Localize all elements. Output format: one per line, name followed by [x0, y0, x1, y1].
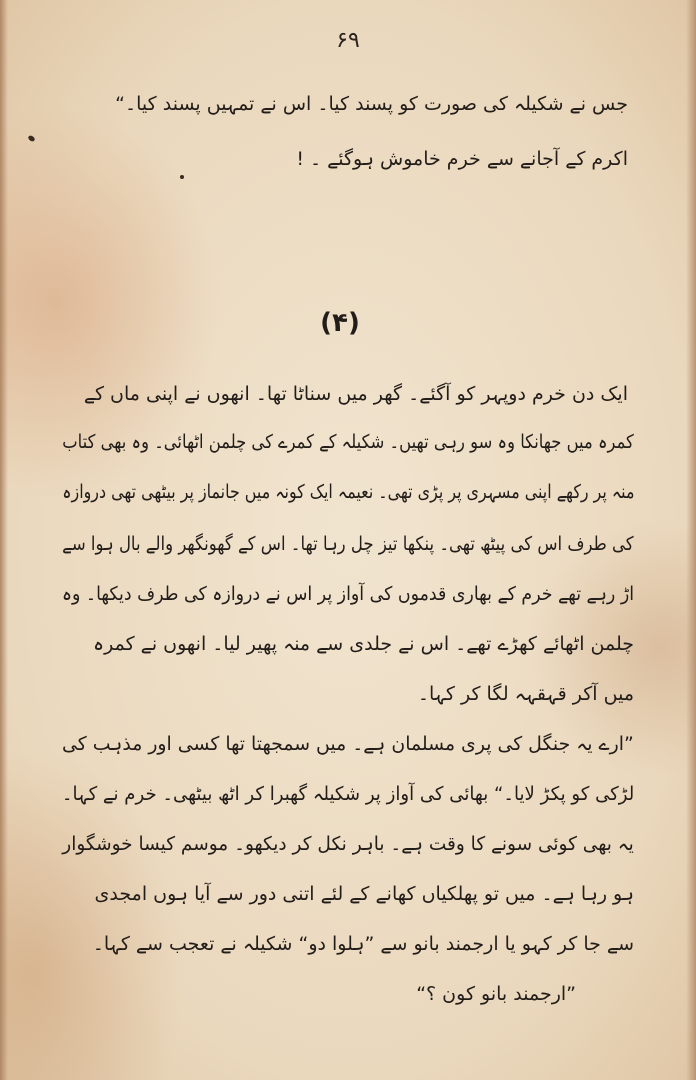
top-line-1: جس نے شکیلہ کی صورت کو پسند کیا۔ اس نے تمہیں پسند کیا۔“ — [115, 93, 628, 115]
top-line-2: اکرم کے آجانے سے خرم خاموش ہوگئے ۔ ! — [296, 148, 628, 170]
body-line-5: اڑ رہے تھے خرم کے بھاری قدموں کی آواز پر اس نے دروازہ کی طرف دیکھا۔ وہ — [61, 583, 634, 605]
body-line-9: لڑکی کو پکڑ لایا۔“ بھائی کی آواز پر شکیلہ گھبرا کر اٹھ بیٹھی۔ خرم نے کہا۔ — [61, 783, 634, 805]
body-line-12: سے جا کر کہو یا ارجمند بانو سے ”ہلوا دو“ شکیلہ نے تعجب سے کہا۔ — [92, 933, 634, 955]
body-line-8: ”ارے یہ جنگل کی پری مسلمان ہے۔ میں سمجھتا تھا کسی اور مذہب کی — [62, 733, 634, 755]
body-line-3: منہ پر رکھے اپنی مسہری پر پڑی تھی۔ نعیمہ ایک کونہ میں جانماز پر بیٹھی تھی دروازہ — [61, 481, 634, 503]
page-edge-right — [686, 0, 696, 1080]
body-line-6: چلمن اٹھائے کھڑے تھے۔ اس نے جلدی سے منہ پھیر لیا۔ انھوں نے کمرہ — [93, 633, 634, 655]
ink-speck — [27, 134, 36, 142]
section-heading: (۴) — [320, 308, 360, 338]
body-line-10: یہ بھی کوئی سونے کا وقت ہے۔ باہر نکل کر دیکھو۔ موسم کیسا خوشگوار — [62, 833, 634, 855]
page-edge-left — [0, 0, 8, 1080]
body-line-4: کی طرف اس کی پیٹھ تھی۔ پنکھا تیز چل رہا تھا۔ اس کے گھونگھر والے بال ہوا سے — [62, 533, 634, 555]
body-line-1: ایک دن خرم دوپہر کو آگئے۔ گھر میں سناٹا تھا۔ انھوں نے اپنی ماں کے — [83, 383, 628, 405]
ink-speck — [180, 175, 184, 179]
body-line-11: ہو رہا ہے۔ میں تو پھلکیاں کھانے کے لئے اتنی دور سے آیا ہوں امجدی — [94, 883, 634, 905]
body-line-7: میں آکر قہقہہ لگا کر کہا۔ — [417, 683, 634, 705]
body-line-13: ”ارجمند بانو کون ؟“ — [416, 983, 576, 1005]
body-line-2: کمرہ میں جھانکا وہ سو رہی تھیں۔ شکیلہ کے کمرے کی چلمن اٹھائی۔ وہ بھی کتاب — [62, 431, 634, 453]
page-number: ۶۹ — [336, 28, 360, 53]
